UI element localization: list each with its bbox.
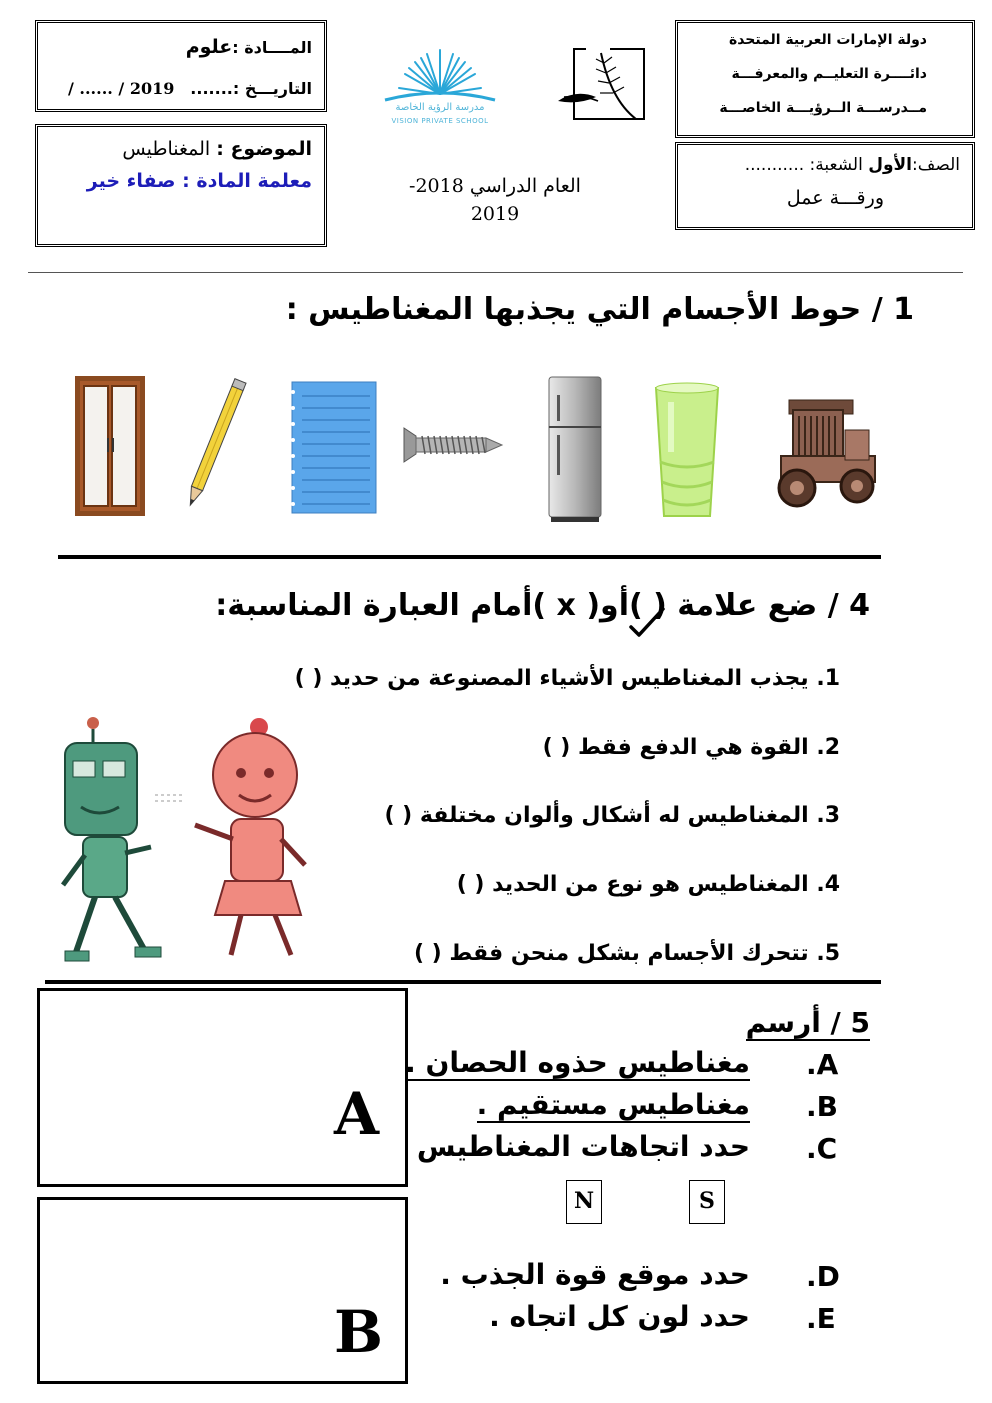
answer-box-b-label: B: [334, 1298, 384, 1366]
teacher-label: معلمة المادة :: [182, 170, 312, 192]
teacher-value: صفاء خير: [86, 170, 176, 192]
item-a-text: مغناطيس حذوه الحصان .: [405, 1046, 750, 1079]
item-e-text: حدد لون كل اتجاه .: [489, 1300, 750, 1333]
screw-image[interactable]: [400, 422, 505, 467]
topic-label: الموضوع :: [216, 138, 312, 160]
door-image[interactable]: [75, 376, 145, 516]
school-name: مــدرســـة الــرؤيـــة الخاصـــة: [719, 100, 927, 116]
school-logo: [375, 42, 505, 132]
item-d-text: حدد موقع قوة الجذب .: [440, 1258, 750, 1291]
school-year-line1: العام الدراسي 2018-: [409, 175, 581, 197]
item-b-letter: .B: [806, 1090, 838, 1123]
item-c-letter: .C: [806, 1132, 838, 1165]
q1-divider: [58, 555, 881, 559]
item-c-text: حدد اتجاهات المغناطيس: [416, 1130, 750, 1163]
sheet-title: ورقـــة عمل: [786, 187, 884, 209]
topic-line: [122, 138, 312, 160]
checkmark-icon: [627, 603, 665, 639]
statement-4: 4. المغناطيس هو نوع من الحديد ( ): [456, 872, 840, 897]
item-e-letter: .E: [806, 1302, 836, 1335]
q4-divider: [45, 980, 881, 984]
pole-s-box: S: [689, 1180, 725, 1224]
emblem-icon: [556, 45, 651, 125]
item-a-letter: .A: [806, 1048, 839, 1081]
date-label: التاريـــخ :.......: [190, 79, 312, 98]
green-robot-icon: [63, 717, 161, 961]
glass-image[interactable]: [652, 382, 722, 522]
department-name: دائــــرة التعليــم والمعرفـــة: [731, 66, 927, 82]
statement-5: 5. تتحرك الأجسام بشكل منحن فقط ( ): [413, 941, 840, 966]
header-divider: [28, 272, 963, 273]
statement-2: 2. القوة هي الدفع فقط ( ): [542, 735, 840, 760]
item-b-text: مغناطيس مستقيم .: [476, 1088, 750, 1121]
pole-n-box: N: [566, 1180, 602, 1224]
robots-illustration: [55, 715, 313, 970]
subject-date-box: [35, 20, 327, 112]
fridge-image[interactable]: [547, 375, 603, 523]
topic-value: المغناطيس: [122, 138, 211, 160]
date-line: [68, 79, 174, 98]
subject-line: [186, 36, 312, 58]
answer-box-a-label: A: [334, 1080, 380, 1148]
logo-text-ar: مدرسة الرؤية الخاصة: [395, 102, 485, 113]
statement-3: 3. المغناطيس له أشكال وألوان مختلفة ( ): [384, 803, 840, 828]
grade-line: [745, 155, 960, 175]
pink-robot-icon: [195, 718, 305, 955]
country-name: دولة الإمارات العربية المتحدة: [728, 32, 927, 48]
notebook-image[interactable]: [288, 380, 378, 515]
grade-label: الصف:: [912, 155, 960, 175]
statement-1: 1. يجذب المغناطيس الأشياء المصنوعة من حديد ( ): [294, 666, 840, 691]
school-year-line2: 2019: [470, 203, 520, 225]
q5-title: 5 / أرسم: [745, 1006, 870, 1039]
section-label: الشعبة: ...........: [744, 155, 863, 175]
teacher-line: [87, 170, 312, 192]
q4-title: 4 / ضع علامة ( )أو( x )أمام العبارة المناسبة:: [215, 588, 870, 623]
toy-car-image[interactable]: [775, 380, 880, 515]
subject-label: المــــادة :: [232, 38, 312, 57]
pencil-image[interactable]: [178, 372, 253, 517]
school-year: [405, 172, 585, 228]
subject-value: علوم: [185, 36, 233, 58]
item-d-letter: .D: [806, 1260, 840, 1293]
logo-text-en: VISION PRIVATE SCHOOL: [391, 117, 489, 125]
grade-value: الأول: [868, 155, 913, 175]
q1-title: 1 / حوط الأجسام التي يجذبها المغناطيس :: [285, 292, 914, 327]
date-value: / ...... / 2019: [68, 79, 175, 98]
